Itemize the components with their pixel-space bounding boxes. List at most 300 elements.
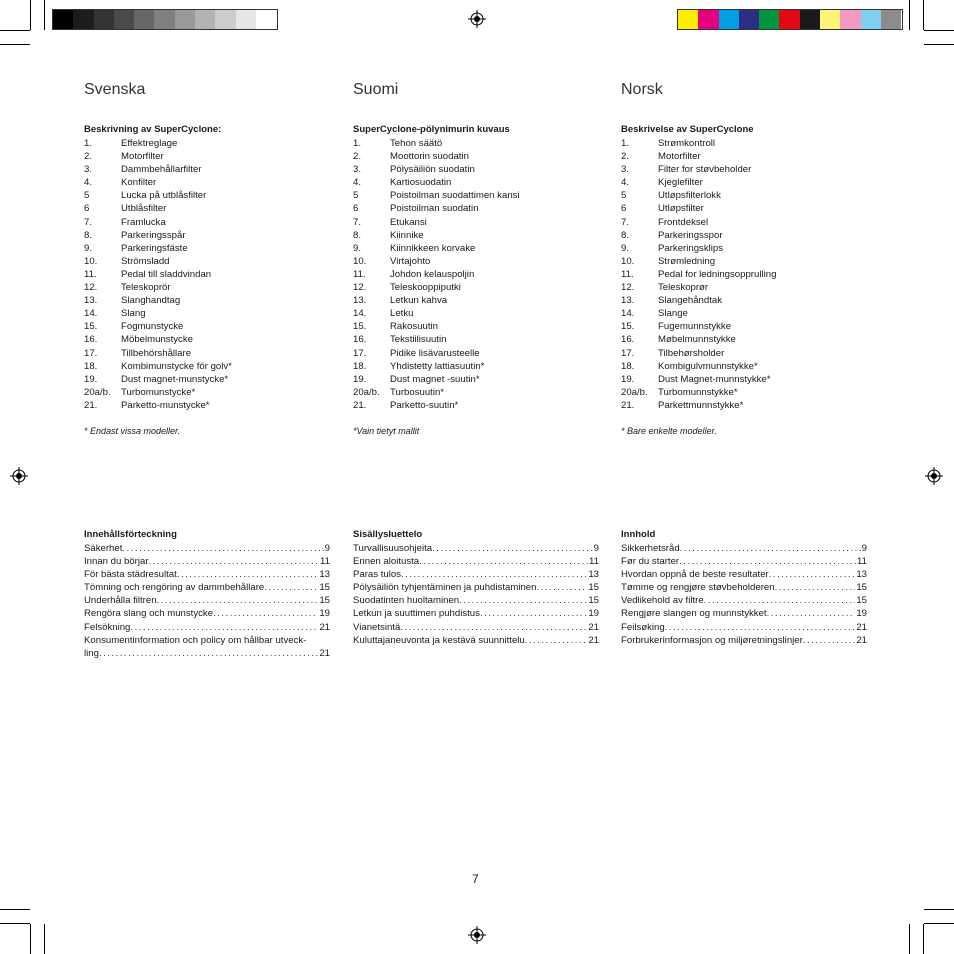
list-item xyxy=(353,189,520,202)
item-label: Tillbehörshållare xyxy=(121,347,192,359)
item-label: Tehon säätö xyxy=(390,138,443,149)
item-number: 5 xyxy=(84,190,90,202)
toc-entry xyxy=(353,607,599,620)
list-item xyxy=(84,242,232,255)
item-number: 5 xyxy=(353,190,359,202)
item-number: 10. xyxy=(621,255,635,267)
item-number: 6 xyxy=(353,203,359,215)
dot-leader xyxy=(432,542,593,555)
item-label: Parkeringsspor xyxy=(658,229,723,241)
dot-leader xyxy=(803,634,856,647)
toc-entry-title: Før du starter xyxy=(621,556,680,568)
item-label: Virtajohto xyxy=(390,255,431,267)
color-swatch xyxy=(256,10,276,29)
item-label: Strömsladd xyxy=(121,255,170,267)
toc-entry-title: Turvallisuusohjeita xyxy=(353,543,433,554)
list-item xyxy=(353,202,520,215)
registration-mark-icon xyxy=(925,467,943,485)
list-item xyxy=(353,268,520,281)
item-number: 8. xyxy=(84,229,93,241)
list-item xyxy=(84,386,232,399)
toc-entry xyxy=(84,594,330,607)
toc-entry-title: Forbrukerinformasjon og miljøretningslinjer xyxy=(621,634,803,646)
list-item xyxy=(621,320,776,333)
item-number: 16. xyxy=(84,334,98,346)
item-number: 13. xyxy=(353,295,367,307)
color-swatch xyxy=(779,10,799,29)
language-heading: Norsk xyxy=(621,81,663,98)
item-number: 12. xyxy=(84,282,98,294)
dot-leader xyxy=(122,542,323,555)
dot-leader xyxy=(767,607,856,620)
list-item xyxy=(621,163,776,176)
item-label: Strømledning xyxy=(658,255,716,267)
list-item xyxy=(353,150,520,163)
parts-list xyxy=(621,137,776,412)
list-item xyxy=(84,399,232,412)
list-item xyxy=(353,333,520,346)
item-label: Teleskooppiputki xyxy=(390,282,461,294)
item-label: Tilbehørsholder xyxy=(658,347,725,359)
list-item xyxy=(353,255,520,268)
item-number: 20a/b. xyxy=(353,386,380,398)
language-heading: Svenska xyxy=(84,81,146,98)
process-color-bar xyxy=(677,9,903,30)
item-label: Pedal for ledningsopprulling xyxy=(658,268,777,280)
item-number: 5 xyxy=(621,190,627,202)
item-number: 13. xyxy=(84,295,98,307)
item-label: Utløpsfilter xyxy=(658,203,704,215)
list-item xyxy=(621,294,776,307)
item-label: Parkeringsspår xyxy=(121,229,186,241)
item-label: Dust Magnet-munnstykke* xyxy=(658,373,771,385)
toc-entry-title: Konsumentinformation och policy om hållbar utveck- xyxy=(84,634,307,646)
item-number: 13. xyxy=(621,295,635,307)
item-number: 6 xyxy=(621,203,627,215)
item-label: Parkettmunnstykke* xyxy=(658,399,744,411)
toc-entry xyxy=(353,581,599,594)
list-item xyxy=(353,399,520,412)
dot-leader xyxy=(769,568,856,581)
item-label: Kjeglefilter xyxy=(658,177,703,189)
item-label: Johdon kelauspoljin xyxy=(390,268,475,280)
list-item xyxy=(84,307,232,320)
item-label: Kartiosuodatin xyxy=(390,177,452,189)
toc-entry xyxy=(84,607,330,620)
toc-page-number: 9 xyxy=(861,543,867,554)
toc-entry xyxy=(84,542,330,555)
item-label: Strømkontroll xyxy=(658,138,716,149)
toc-entry xyxy=(353,555,599,568)
item-label: Letku xyxy=(390,308,414,320)
item-number: 17. xyxy=(621,347,635,359)
item-number: 10. xyxy=(353,255,367,267)
dot-leader xyxy=(264,581,318,594)
toc-page-number: 15 xyxy=(319,595,330,607)
parts-list xyxy=(84,137,232,412)
item-label: Framlucka xyxy=(121,216,166,228)
list-item xyxy=(84,255,232,268)
item-label: Yhdistetty lattiasuutin* xyxy=(390,360,485,372)
table-of-contents xyxy=(621,542,867,647)
item-label: Slangehåndtak xyxy=(658,295,723,307)
toc-entry xyxy=(621,581,867,594)
list-item xyxy=(84,150,232,163)
list-item xyxy=(84,281,232,294)
color-swatch xyxy=(215,10,235,29)
color-swatch xyxy=(73,10,93,29)
list-item xyxy=(84,320,232,333)
toc-entry xyxy=(353,542,599,555)
color-swatch xyxy=(154,10,174,29)
item-number: 3. xyxy=(353,164,362,176)
item-number: 9. xyxy=(353,242,362,254)
item-number: 9. xyxy=(84,242,93,254)
item-number: 3. xyxy=(84,164,93,176)
toc-entry-title: Tömning och rengöring av dammbehållare xyxy=(84,582,265,594)
toc-page-number: 15 xyxy=(856,582,867,594)
item-number: 14. xyxy=(84,308,98,320)
models-note: *Vain tietyt mallit xyxy=(353,426,420,436)
color-swatch xyxy=(678,10,698,29)
item-number: 18. xyxy=(84,360,98,372)
toc-page-number: 9 xyxy=(324,543,330,554)
item-label: Utblåsfilter xyxy=(121,203,167,215)
item-label: Dust magnet -suutin* xyxy=(390,373,480,385)
item-label: Møbelmunnstykke xyxy=(658,334,736,346)
toc-entry-title: ling xyxy=(84,647,99,659)
list-item xyxy=(353,137,520,150)
toc-page-number: 15 xyxy=(319,582,330,594)
dot-leader xyxy=(665,621,856,634)
color-swatch xyxy=(114,10,134,29)
item-label: Poistoilman suodatin xyxy=(390,203,479,215)
item-number: 18. xyxy=(353,360,367,372)
item-number: 21. xyxy=(353,399,367,411)
list-item xyxy=(353,242,520,255)
list-item xyxy=(621,150,776,163)
item-number: 15. xyxy=(353,321,367,333)
list-item xyxy=(621,242,776,255)
item-number: 12. xyxy=(353,282,367,294)
item-number: 1. xyxy=(621,138,630,149)
toc-entry-title: Innan du börjar xyxy=(84,556,149,568)
item-label: Slange xyxy=(658,308,688,320)
item-label: Rakosuutin xyxy=(390,321,438,333)
dot-leader xyxy=(525,634,588,647)
dot-leader xyxy=(99,647,318,660)
item-label: Motorfilter xyxy=(658,151,701,163)
registration-mark-icon xyxy=(10,467,28,485)
list-item xyxy=(621,255,776,268)
list-item xyxy=(621,386,776,399)
list-item xyxy=(84,229,232,242)
list-item xyxy=(84,373,232,386)
toc-title: Sisällysluettelo xyxy=(353,529,423,540)
item-label: Parketto-munstycke* xyxy=(121,399,210,411)
toc-entry-title: Letkun ja suuttimen puhdistus xyxy=(353,608,480,620)
toc-entry-title: Säkerhet xyxy=(84,543,123,554)
dot-leader xyxy=(177,568,319,581)
item-label: Parketto-suutin* xyxy=(390,399,459,411)
registration-mark-icon xyxy=(468,10,486,28)
toc-page-number: 21 xyxy=(856,621,867,633)
toc-entry xyxy=(84,555,330,568)
toc-entry-title: Kuluttajaneuvonta ja kestävä suunnittelu xyxy=(353,634,525,646)
toc-page-number: 19 xyxy=(319,608,330,620)
item-label: Utløpsfilterlokk xyxy=(658,190,721,202)
item-label: Pidike lisävarusteelle xyxy=(390,347,480,359)
item-number: 21. xyxy=(84,399,98,411)
list-item xyxy=(84,202,232,215)
dot-leader xyxy=(213,607,318,620)
toc-entry xyxy=(84,581,330,594)
color-swatch xyxy=(861,10,881,29)
list-item xyxy=(84,189,232,202)
item-label: Moottorin suodatin xyxy=(390,151,469,163)
list-item xyxy=(84,176,232,189)
item-number: 17. xyxy=(353,347,367,359)
item-label: Dammbehållarfilter xyxy=(121,164,202,176)
item-number: 11. xyxy=(353,268,366,280)
item-number: 2. xyxy=(353,151,362,163)
item-label: Turbomunstycke* xyxy=(121,386,196,398)
list-item xyxy=(353,163,520,176)
list-item xyxy=(353,281,520,294)
item-number: 1. xyxy=(84,138,93,149)
item-number: 17. xyxy=(84,347,98,359)
item-number: 20a/b. xyxy=(621,386,648,398)
dot-leader xyxy=(149,555,319,568)
item-label: Teleskoprör xyxy=(121,282,171,294)
toc-title: Innhold xyxy=(621,529,656,540)
item-label: Parkeringsfäste xyxy=(121,242,188,254)
item-number: 15. xyxy=(621,321,635,333)
item-number: 16. xyxy=(621,334,635,346)
list-item xyxy=(621,333,776,346)
item-number: 2. xyxy=(84,151,93,163)
item-number: 19. xyxy=(353,373,367,385)
language-heading: Suomi xyxy=(353,81,399,98)
item-number: 4. xyxy=(621,177,630,189)
list-item xyxy=(84,163,232,176)
dot-leader xyxy=(775,581,856,594)
item-number: 14. xyxy=(353,308,367,320)
toc-entry xyxy=(621,594,867,607)
item-label: Fogmunstycke xyxy=(121,321,184,333)
toc-entry xyxy=(621,555,867,568)
list-item xyxy=(353,347,520,360)
item-number: 11. xyxy=(621,268,634,280)
toc-entry xyxy=(353,634,599,647)
color-swatch xyxy=(236,10,256,29)
toc-page-number: 21 xyxy=(319,621,330,633)
list-item xyxy=(621,137,776,150)
toc-entry-title: Vianetsintä xyxy=(353,621,401,633)
list-item xyxy=(353,373,520,386)
dot-leader xyxy=(130,621,318,634)
toc-entry xyxy=(621,542,867,555)
toc-entry-title: Rengjøre slangen og munnstykket xyxy=(621,608,767,620)
toc-page-number: 21 xyxy=(588,634,599,646)
item-label: Slanghandtag xyxy=(121,295,181,307)
description-title: Beskrivning av SuperCyclone: xyxy=(84,124,222,135)
list-item xyxy=(621,202,776,215)
toc-page-number: 11 xyxy=(320,556,330,568)
dot-leader xyxy=(400,621,587,634)
toc-entry-title: Paras tulos xyxy=(353,569,401,581)
item-label: Motorfilter xyxy=(121,151,164,163)
item-label: Tekstiilisuutin xyxy=(390,334,447,346)
item-label: Teleskoprør xyxy=(658,282,709,294)
list-item xyxy=(84,360,232,373)
list-item xyxy=(621,176,776,189)
color-swatch xyxy=(134,10,154,29)
toc-entry-title: För bästa städresultat xyxy=(84,569,177,581)
list-item xyxy=(621,399,776,412)
list-item xyxy=(353,320,520,333)
grayscale-color-bar xyxy=(52,9,278,30)
list-item xyxy=(84,294,232,307)
list-item xyxy=(621,281,776,294)
list-item xyxy=(84,137,232,150)
toc-entry-title: Sikkerhetsråd xyxy=(621,543,680,554)
item-label: Turbomunnstykke* xyxy=(658,386,738,398)
item-number: 2. xyxy=(621,151,630,163)
list-item xyxy=(621,360,776,373)
item-number: 6 xyxy=(84,203,90,215)
table-of-contents xyxy=(353,542,599,647)
color-swatch xyxy=(719,10,739,29)
toc-entry-title: Rengöra slang och munstycke xyxy=(84,608,214,620)
list-item xyxy=(353,294,520,307)
item-label: Kiinnikkeen korvake xyxy=(390,242,476,254)
color-swatch xyxy=(800,10,820,29)
toc-entry xyxy=(621,607,867,620)
dot-leader xyxy=(679,555,856,568)
item-number: 8. xyxy=(353,229,362,241)
dot-leader xyxy=(419,555,588,568)
item-label: Letkun kahva xyxy=(390,295,448,307)
item-number: 3. xyxy=(621,164,630,176)
list-item xyxy=(621,307,776,320)
color-swatch xyxy=(195,10,215,29)
list-item xyxy=(621,229,776,242)
toc-page-number: 13 xyxy=(588,569,599,581)
toc-entry-title: Pölysäiliön tyhjentäminen ja puhdistaminen xyxy=(353,582,537,594)
color-swatch xyxy=(175,10,195,29)
item-number: 4. xyxy=(353,177,362,189)
item-number: 21. xyxy=(621,399,635,411)
list-item xyxy=(84,333,232,346)
item-number: 10. xyxy=(84,255,98,267)
item-number: 7. xyxy=(353,216,362,228)
color-swatch xyxy=(840,10,860,29)
color-swatch xyxy=(94,10,114,29)
toc-page-number: 15 xyxy=(588,582,599,594)
item-number: 15. xyxy=(84,321,98,333)
toc-entry-title: Felsökning xyxy=(84,621,131,633)
toc-page-number: 15 xyxy=(856,595,867,607)
item-number: 19. xyxy=(621,373,635,385)
toc-entry-title: Vedlikehold av filtre xyxy=(621,595,704,607)
item-label: Kombigulvmunnstykke* xyxy=(658,360,758,372)
toc-entry xyxy=(353,568,599,581)
item-number: 14. xyxy=(621,308,635,320)
list-item xyxy=(621,216,776,229)
toc-entry-title: Underhålla filtren xyxy=(84,595,157,607)
toc-entry xyxy=(353,594,599,607)
list-item xyxy=(84,347,232,360)
item-label: Möbelmunstycke xyxy=(121,334,193,346)
item-label: Effektreglage xyxy=(121,138,178,149)
item-label: Kiinnike xyxy=(390,229,424,241)
color-swatch xyxy=(759,10,779,29)
item-label: Filter for støvbeholder xyxy=(658,164,752,176)
item-label: Konfilter xyxy=(121,177,157,189)
color-swatch xyxy=(820,10,840,29)
dot-leader xyxy=(704,594,856,607)
toc-entry xyxy=(84,568,330,581)
item-label: Poistoilman suodattimen kansi xyxy=(390,190,520,202)
item-number: 19. xyxy=(84,373,98,385)
list-item xyxy=(353,176,520,189)
item-number: 4. xyxy=(84,177,93,189)
item-label: Pölysäiliön suodatin xyxy=(390,164,475,176)
toc-page-number: 21 xyxy=(856,634,867,646)
toc-entry-title: Suodatinten huoltaminen xyxy=(353,595,460,607)
toc-page-number: 19 xyxy=(588,608,599,620)
dot-leader xyxy=(680,542,861,555)
item-label: Dust magnet-munstycke* xyxy=(121,373,229,385)
toc-page-number: 13 xyxy=(319,569,330,581)
models-note: * Endast vissa modeller. xyxy=(84,426,181,436)
list-item xyxy=(353,386,520,399)
table-of-contents xyxy=(84,542,330,660)
item-label: Parkeringsklips xyxy=(658,242,724,254)
toc-title: Innehållsförteckning xyxy=(84,529,177,540)
item-label: Frontdeksel xyxy=(658,216,709,228)
dot-leader xyxy=(401,568,587,581)
toc-entry-title: Hvordan oppnå de beste resultater xyxy=(621,569,769,581)
dot-leader xyxy=(157,594,319,607)
toc-entry-title: Tømme og rengjøre støvbeholderen xyxy=(621,582,775,594)
toc-entry-title: Ennen aloitusta xyxy=(353,556,420,568)
dot-leader xyxy=(459,594,587,607)
toc-entry xyxy=(84,634,330,647)
list-item xyxy=(621,189,776,202)
item-label: Pedal till sladdvindan xyxy=(121,268,212,280)
toc-entry xyxy=(621,568,867,581)
item-label: Turbosuutin* xyxy=(390,386,445,398)
toc-page-number: 11 xyxy=(589,556,599,568)
item-label: Kombimunstycke för golv* xyxy=(121,360,232,372)
list-item xyxy=(621,268,776,281)
item-number: 7. xyxy=(621,216,630,228)
item-label: Lucka på utblåsfilter xyxy=(121,190,207,202)
page-number: 7 xyxy=(472,872,479,886)
list-item xyxy=(353,229,520,242)
parts-list xyxy=(353,137,520,412)
toc-entry xyxy=(353,621,599,634)
item-number: 16. xyxy=(353,334,367,346)
list-item xyxy=(84,216,232,229)
item-number: 12. xyxy=(621,282,635,294)
models-note: * Bare enkelte modeller. xyxy=(621,426,717,436)
list-item xyxy=(621,347,776,360)
item-label: Slang xyxy=(121,308,146,320)
item-number: 11. xyxy=(84,268,97,280)
